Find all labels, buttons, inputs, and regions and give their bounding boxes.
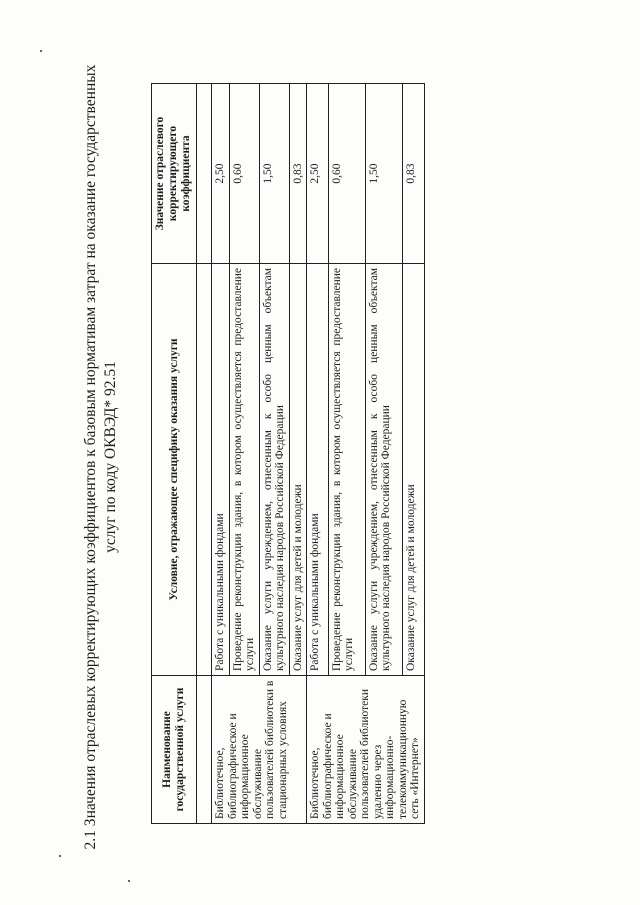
condition-cell: Оказание услуг для детей и молодежи bbox=[402, 264, 424, 676]
coefficient-cell: 2,50 bbox=[307, 84, 329, 264]
coefficient-cell: 0,83 bbox=[289, 84, 307, 264]
condition-cell: Оказание услуги учреждением, отнесенным к особо ценным объектам культурного наследия народов Российской Федерации bbox=[259, 264, 289, 676]
spacer-cell bbox=[197, 264, 212, 676]
table-row bbox=[212, 84, 230, 824]
condition-cell: Работа с уникальными фондами bbox=[212, 264, 230, 676]
coefficient-cell: 0,60 bbox=[229, 84, 259, 264]
condition-cell: Оказание услуг для детей и молодежи bbox=[289, 264, 307, 676]
section-heading-line-1: 2.1 Значения отраслевых корректирующих коэффициентов к базовым нормативам затрат на оказание государственных bbox=[82, 64, 99, 850]
condition-cell: Проведение реконструкции здания, в котором осуществляется предоставление услуги bbox=[328, 264, 365, 676]
coefficient-cell: 0,83 bbox=[402, 84, 424, 264]
service-name-cell: Библиотечное, библиографическое и информационное обслуживание пользователей библиотеки в стационарных условиях bbox=[212, 676, 307, 824]
condition-cell: Оказание услуги учреждением, отнесенным к особо ценным объектам культурного наследия народов Российской Федерации bbox=[365, 264, 402, 676]
coefficients-table bbox=[151, 83, 425, 824]
section-heading bbox=[81, 62, 121, 852]
coefficient-cell: 1,50 bbox=[365, 84, 402, 264]
section-heading-line-2: услуг по коду ОКВЭД* 92.51 bbox=[102, 361, 119, 553]
condition-cell: Проведение реконструкции здания, в котором осуществляется предоставление услуги bbox=[229, 264, 259, 676]
coefficient-cell: 0,60 bbox=[328, 84, 365, 264]
header-condition: Условие, отражающее специфику оказания услуги bbox=[152, 264, 197, 676]
spacer-cell bbox=[197, 676, 212, 824]
scan-speck bbox=[40, 50, 42, 52]
service-name-cell: Библиотечное, библиографическое и информационное обслуживание пользователей библиотеки удаленно через информационно-телекоммуникационную сеть «Интернет» bbox=[307, 676, 425, 824]
coefficient-cell: 1,50 bbox=[259, 84, 289, 264]
coefficient-cell: 2,50 bbox=[212, 84, 230, 264]
table-row bbox=[307, 84, 329, 824]
spacer-cell bbox=[197, 84, 212, 264]
header-coefficient: Значение отраслевого корректирующего коэффициента bbox=[152, 84, 197, 264]
condition-cell: Работа с уникальными фондами bbox=[307, 264, 329, 676]
table-header-row bbox=[152, 84, 197, 824]
header-service-name: Наименование государственной услуги bbox=[152, 676, 197, 824]
table-spacer-row bbox=[197, 84, 212, 824]
rotated-content bbox=[45, 22, 425, 882]
